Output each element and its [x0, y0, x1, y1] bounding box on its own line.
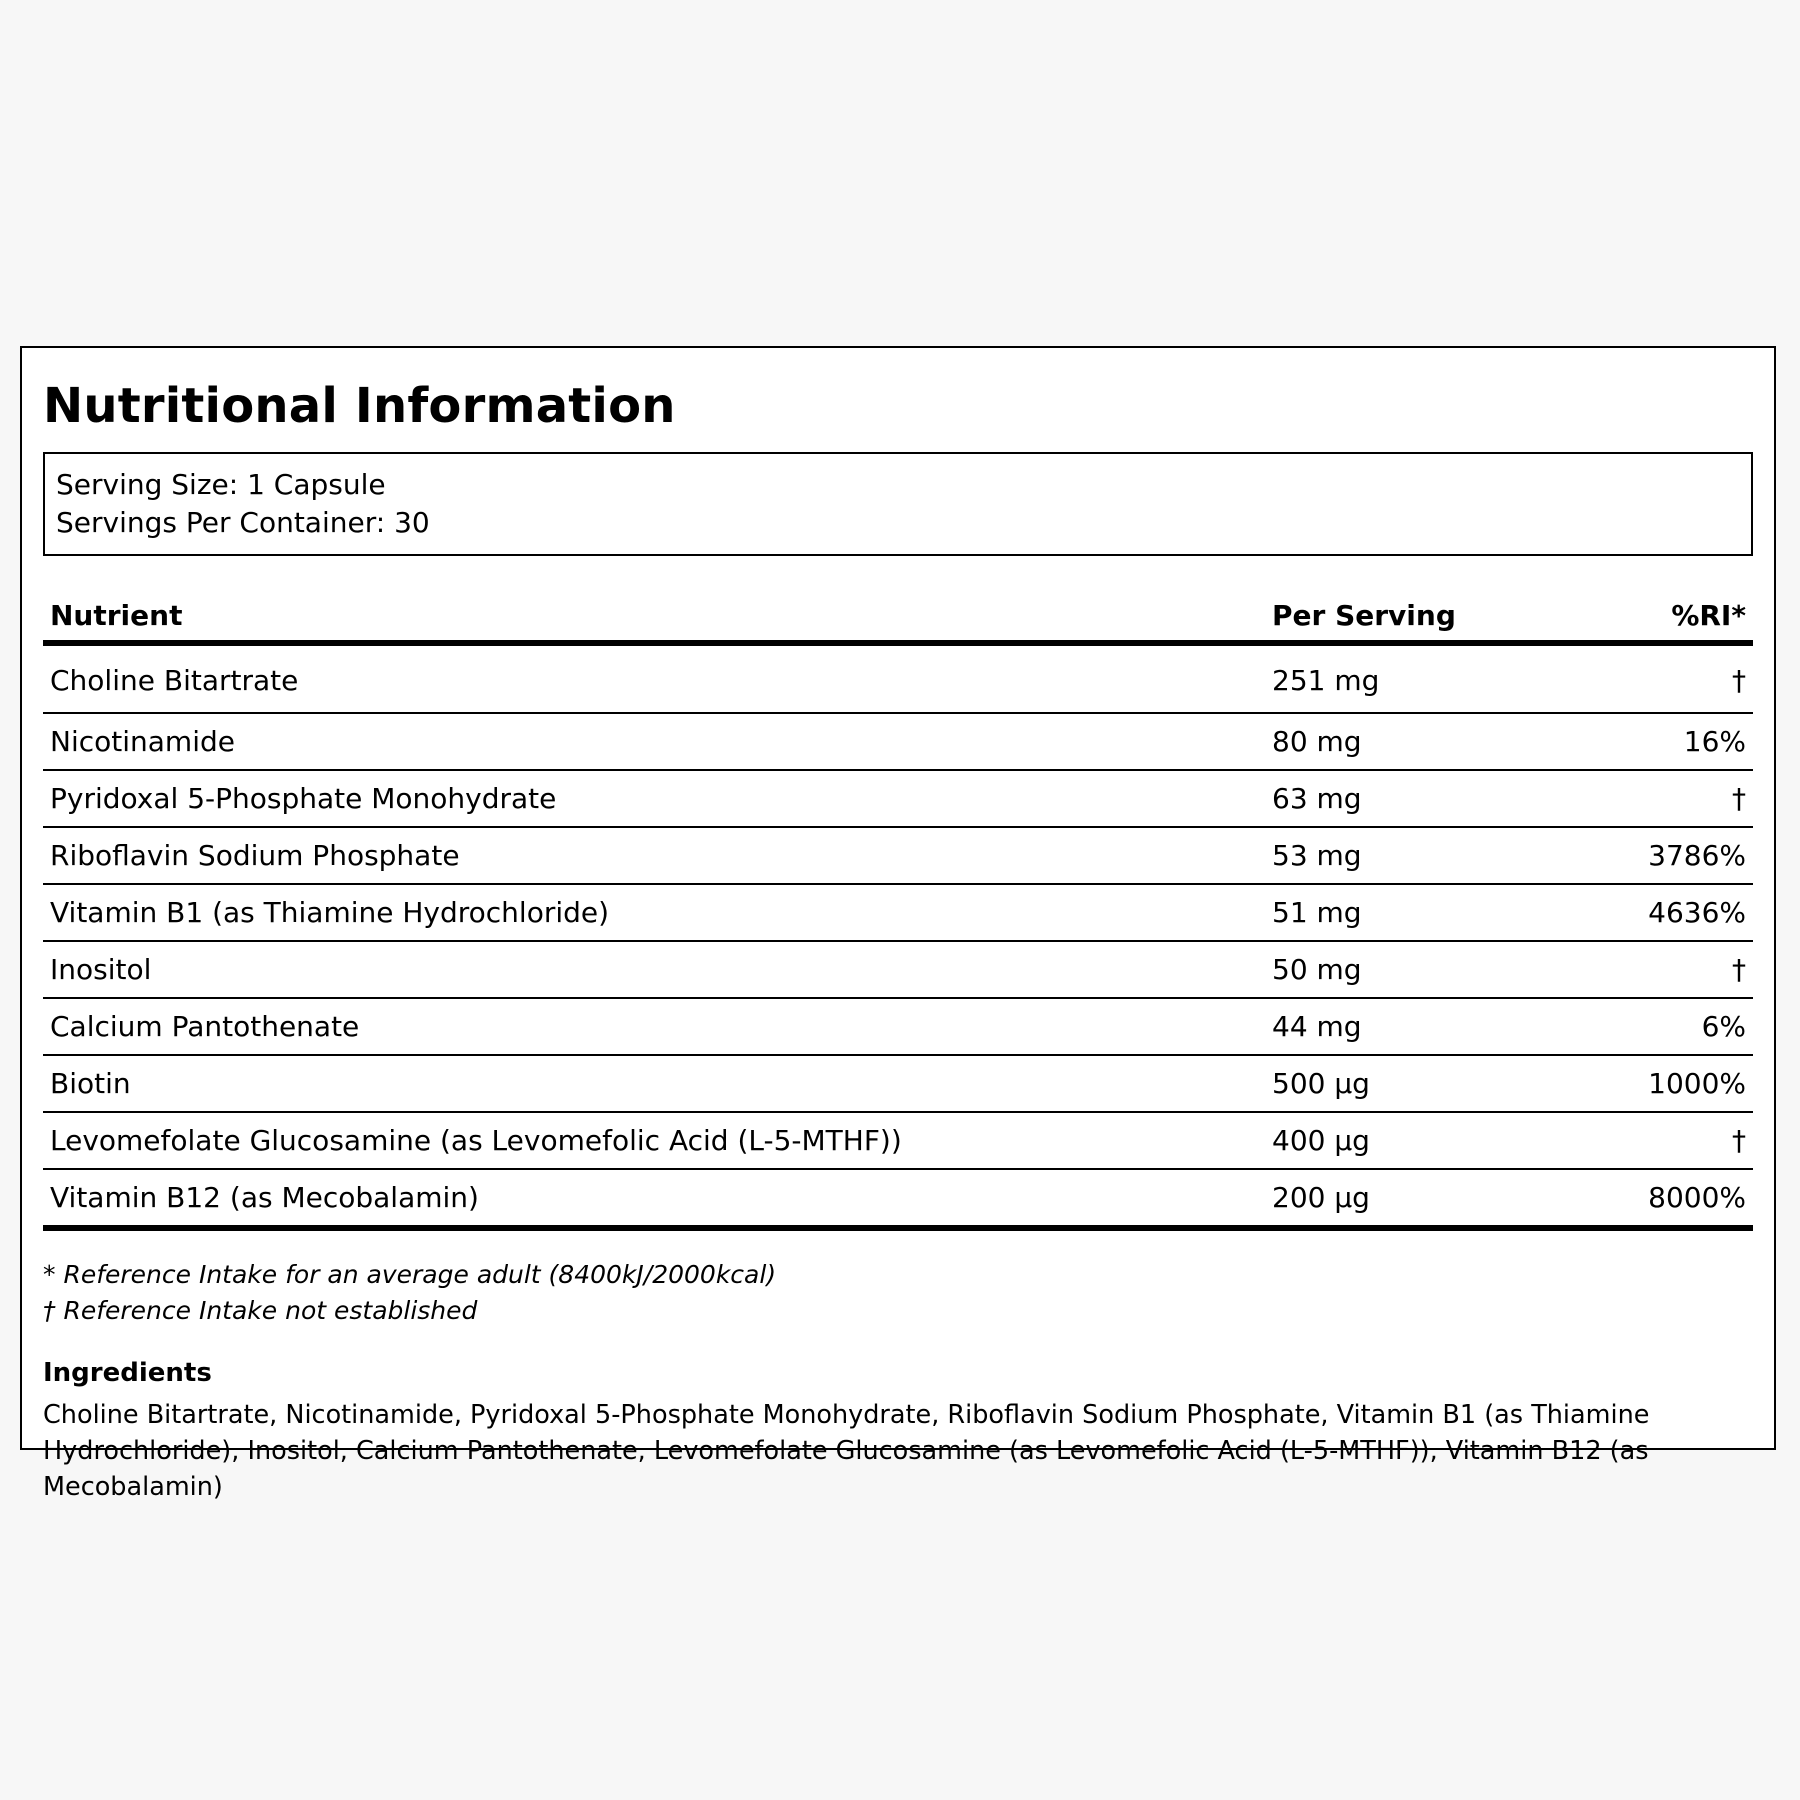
nutrition-label [20, 346, 1776, 1502]
nutrient-ri: 16% [1579, 713, 1753, 770]
table-row [43, 827, 1753, 884]
ri-footnote: * Reference Intake for an average adult (8400kJ/2000kcal) [43, 1259, 777, 1289]
table-header-row [43, 582, 1753, 643]
serving-info-box [43, 452, 1753, 556]
nutrient-name: Vitamin B12 (as Mecobalamin) [43, 1169, 1265, 1228]
nutrient-amount: 50 mg [1265, 941, 1579, 998]
table-row [43, 998, 1753, 1055]
table-row [43, 1055, 1753, 1112]
nutrient-table [43, 582, 1753, 1231]
nutrient-name: Riboflavin Sodium Phosphate [43, 827, 1265, 884]
nutrient-name: Vitamin B1 (as Thiamine Hydrochloride) [43, 884, 1265, 941]
nutrient-ri: † [1579, 643, 1753, 713]
table-row [43, 884, 1753, 941]
table-row [43, 1112, 1753, 1169]
servings-per-container: Servings Per Container: 30 [56, 505, 430, 539]
serving-size: Serving Size: 1 Capsule [56, 467, 386, 501]
dagger-footnote: † Reference Intake not established [43, 1295, 478, 1325]
nutrient-name: Choline Bitartrate [43, 643, 1265, 713]
nutrient-ri: 4636% [1579, 884, 1753, 941]
table-row [43, 770, 1753, 827]
nutrient-amount: 44 mg [1265, 998, 1579, 1055]
ingredients-text: Choline Bitartrate, Nicotinamide, Pyridoxal 5-Phosphate Monohydrate, Riboflavin Sodium Phosphate, Vitamin B1 (as Thiamine Hydrochloride), Inositol, Calcium Pantothenate, Levomefolate Glucosamine (as Levomefolic Acid (L-5-MTHF)), Vitamin B12 (as Mecobalamin) [43, 1399, 1650, 1502]
nutrient-ri: † [1579, 941, 1753, 998]
nutrient-ri: 3786% [1579, 827, 1753, 884]
ingredients-heading: Ingredients [43, 1357, 212, 1388]
nutrient-ri: † [1579, 770, 1753, 827]
table-row [43, 941, 1753, 998]
nutrient-name: Nicotinamide [43, 713, 1265, 770]
nutrient-name: Pyridoxal 5-Phosphate Monohydrate [43, 770, 1265, 827]
header-ri: %RI* [1579, 582, 1753, 643]
nutrient-ri: † [1579, 1112, 1753, 1169]
table-row [43, 713, 1753, 770]
nutrient-amount: 51 mg [1265, 884, 1579, 941]
nutrient-ri: 8000% [1579, 1169, 1753, 1228]
header-per-serving: Per Serving [1265, 582, 1579, 643]
nutrient-ri: 1000% [1579, 1055, 1753, 1112]
nutrient-name: Biotin [43, 1055, 1265, 1112]
nutrient-name: Inositol [43, 941, 1265, 998]
footnotes [43, 1257, 1753, 1329]
nutrient-ri: 6% [1579, 998, 1753, 1055]
nutrient-amount: 53 mg [1265, 827, 1579, 884]
label-title: Nutritional Information [43, 378, 676, 434]
nutrient-name: Levomefolate Glucosamine (as Levomefolic Acid (L-5-MTHF)) [43, 1112, 1265, 1169]
table-row [43, 1169, 1753, 1228]
nutrient-amount: 63 mg [1265, 770, 1579, 827]
table-row [43, 643, 1753, 713]
nutrient-amount: 251 mg [1265, 643, 1579, 713]
nutrient-amount: 400 µg [1265, 1112, 1579, 1169]
nutrient-amount: 200 µg [1265, 1169, 1579, 1228]
nutrient-amount: 80 mg [1265, 713, 1579, 770]
nutrient-name: Calcium Pantothenate [43, 998, 1265, 1055]
header-nutrient: Nutrient [43, 582, 1265, 643]
nutrient-amount: 500 µg [1265, 1055, 1579, 1112]
